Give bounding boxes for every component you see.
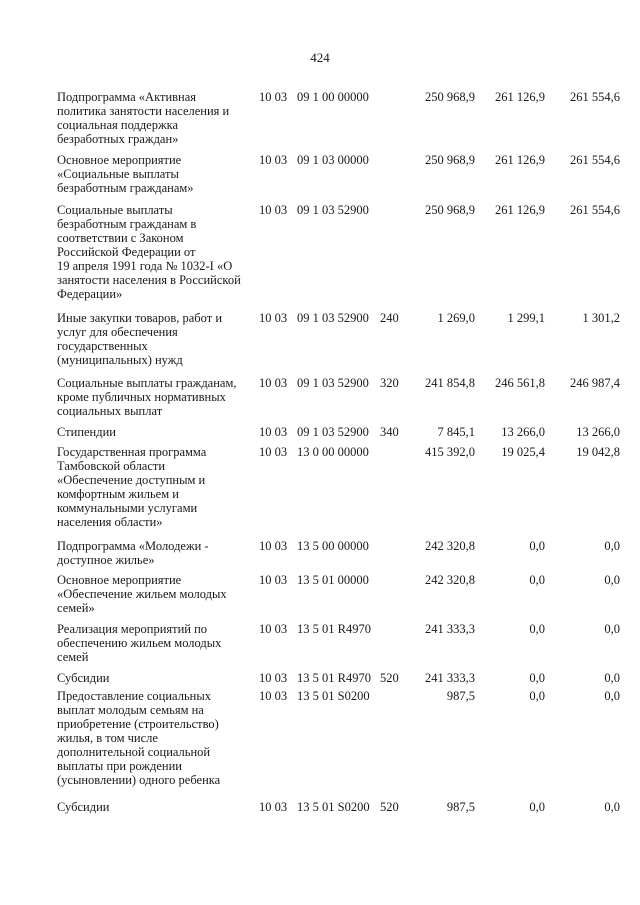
row-value-3: 13 266,0: [576, 425, 620, 439]
row-value-3: 0,0: [604, 539, 620, 553]
row-cs: 09 1 03 52900: [297, 203, 369, 217]
row-value-2: 0,0: [529, 689, 545, 703]
row-name: Основное мероприятие «Обеспечение жильем молодых семей»: [57, 573, 227, 615]
row-vr: 320: [380, 376, 399, 390]
row-value-1: 250 968,9: [425, 203, 475, 217]
row-value-1: 1 269,0: [437, 311, 475, 325]
row-name: Основное мероприятие «Социальные выплаты безработным гражданам»: [57, 153, 194, 195]
row-value-3: 1 301,2: [582, 311, 620, 325]
row-rz: 10 03: [259, 203, 288, 217]
row-value-3: 0,0: [604, 671, 620, 685]
row-value-3: 19 042,8: [576, 445, 620, 459]
row-rz: 10 03: [259, 311, 288, 325]
row-value-1: 242 320,8: [425, 539, 475, 553]
row-name: Государственная программа Тамбовской области «Обеспечение доступным и комфортным жильем и коммунальными услугами населения области»: [57, 445, 207, 529]
row-cs: 09 1 03 52900: [297, 311, 369, 325]
row-name: Субсидии: [57, 671, 110, 685]
row-cs: 13 0 00 00000: [297, 445, 369, 459]
page-number: 424: [310, 50, 330, 65]
row-rz: 10 03: [259, 153, 288, 167]
row-value-2: 0,0: [529, 671, 545, 685]
row-cs: 13 5 01 S0200: [297, 689, 370, 703]
row-value-2: 0,0: [529, 800, 545, 814]
row-cs: 13 5 01 00000: [297, 573, 369, 587]
row-name: Реализация мероприятий по обеспечению жильем молодых семей: [57, 622, 222, 664]
row-value-3: 0,0: [604, 573, 620, 587]
row-name: Предоставление социальных выплат молодым семьям на приобретение (строительство) жилья, в том числе дополнительной социальной выплаты при рождении (усыновлении) одного ребенка: [57, 689, 221, 787]
row-value-2: 0,0: [529, 622, 545, 636]
row-value-3: 261 554,6: [570, 90, 620, 104]
row-cs: 09 1 00 00000: [297, 90, 369, 104]
row-rz: 10 03: [259, 671, 288, 685]
row-rz: 10 03: [259, 425, 288, 439]
row-name: Подпрограмма «Молодежи - доступное жилье»: [57, 539, 209, 567]
row-value-1: 241 333,3: [425, 671, 475, 685]
row-value-2: 261 126,9: [495, 90, 545, 104]
row-cs: 13 5 00 00000: [297, 539, 369, 553]
row-name: Субсидии: [57, 800, 110, 814]
row-value-2: 1 299,1: [507, 311, 545, 325]
row-value-3: 0,0: [604, 800, 620, 814]
row-cs: 13 5 01 S0200: [297, 800, 370, 814]
row-rz: 10 03: [259, 539, 288, 553]
row-rz: 10 03: [259, 573, 288, 587]
row-name: Социальные выплаты гражданам, кроме публичных нормативных социальных выплат: [57, 376, 237, 418]
row-value-1: 7 845,1: [437, 425, 475, 439]
row-rz: 10 03: [259, 445, 288, 459]
row-value-3: 261 554,6: [570, 153, 620, 167]
row-cs: 13 5 01 R4970: [297, 671, 371, 685]
row-value-3: 0,0: [604, 622, 620, 636]
row-rz: 10 03: [259, 800, 288, 814]
row-value-2: 0,0: [529, 573, 545, 587]
row-vr: 520: [380, 671, 399, 685]
row-value-2: 261 126,9: [495, 203, 545, 217]
row-value-2: 13 266,0: [501, 425, 545, 439]
row-cs: 09 1 03 00000: [297, 153, 369, 167]
row-value-1: 987,5: [446, 689, 475, 703]
row-value-1: 241 854,8: [425, 376, 475, 390]
row-name: Иные закупки товаров, работ и услуг для обеспечения государственных (муниципальных) нужд: [57, 311, 223, 367]
row-cs: 09 1 03 52900: [297, 376, 369, 390]
row-rz: 10 03: [259, 376, 288, 390]
row-name: Социальные выплаты безработным гражданам в соответствии с Законом Российской Федерации от 19 апреля 1991 года № 1032-I «О занятости населения в Российской Федерации»: [57, 203, 241, 301]
row-rz: 10 03: [259, 622, 288, 636]
row-value-1: 987,5: [446, 800, 475, 814]
row-name: Подпрограмма «Активная политика занятости населения и социальная поддержка безработных граждан»: [57, 90, 230, 146]
row-value-3: 261 554,6: [570, 203, 620, 217]
row-vr: 520: [380, 800, 399, 814]
row-value-2: 246 561,8: [495, 376, 545, 390]
row-value-2: 19 025,4: [501, 445, 545, 459]
row-name: Стипендии: [57, 425, 116, 439]
row-vr: 340: [380, 425, 399, 439]
row-value-1: 241 333,3: [425, 622, 475, 636]
row-value-2: 0,0: [529, 539, 545, 553]
row-vr: 240: [380, 311, 399, 325]
row-cs: 13 5 01 R4970: [297, 622, 371, 636]
row-rz: 10 03: [259, 90, 288, 104]
row-value-1: 250 968,9: [425, 90, 475, 104]
row-value-2: 261 126,9: [495, 153, 545, 167]
row-cs: 09 1 03 52900: [297, 425, 369, 439]
row-rz: 10 03: [259, 689, 288, 703]
row-value-3: 0,0: [604, 689, 620, 703]
row-value-3: 246 987,4: [570, 376, 620, 390]
row-value-1: 250 968,9: [425, 153, 475, 167]
row-value-1: 242 320,8: [425, 573, 475, 587]
row-value-1: 415 392,0: [425, 445, 475, 459]
